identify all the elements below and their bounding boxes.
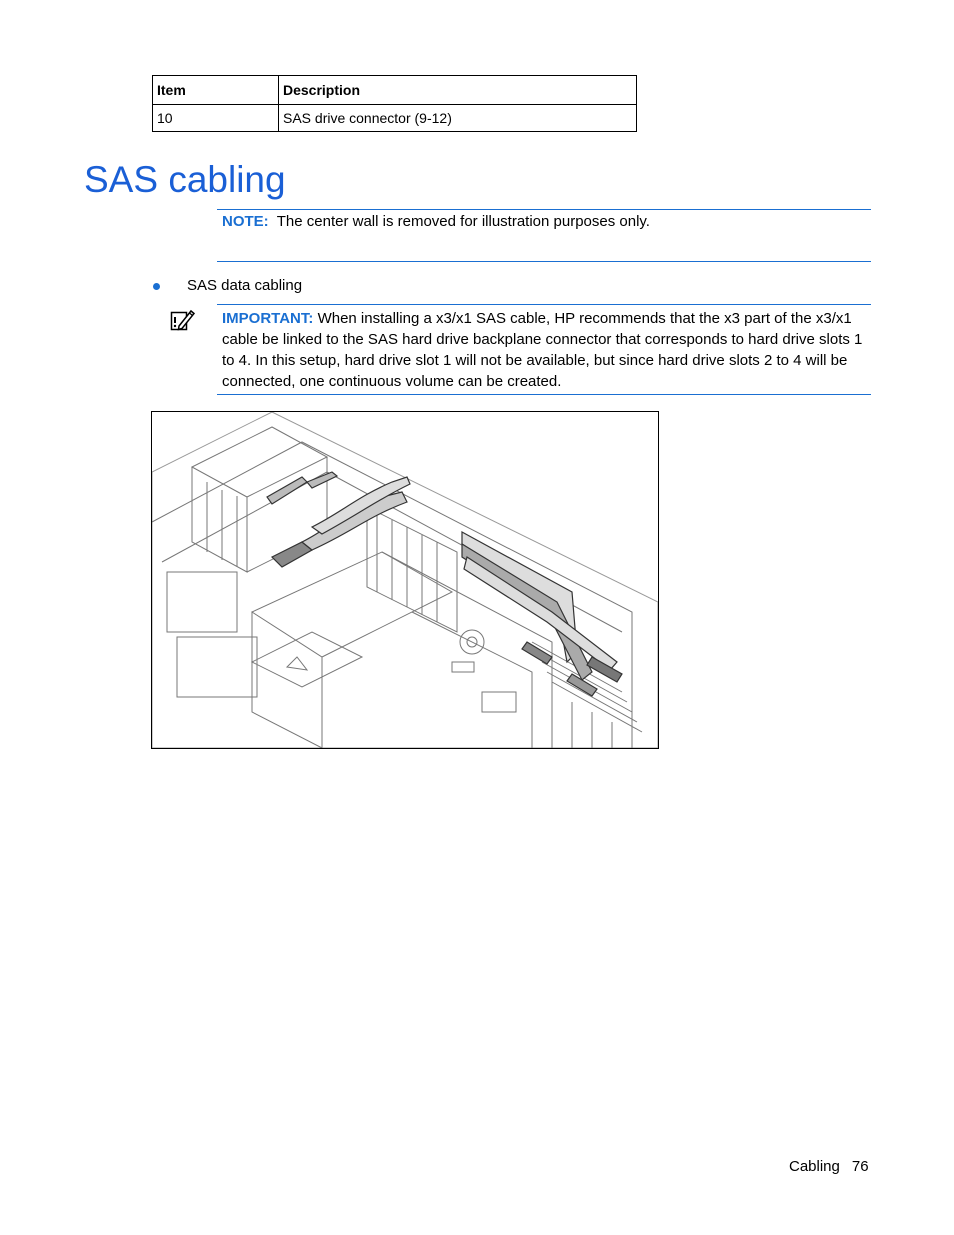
- sas-cabling-illustration: [151, 411, 659, 749]
- footer-section: Cabling: [789, 1158, 840, 1175]
- important-text: When installing a x3/x1 SAS cable, HP recommends that the x3 part of the x3/x1 cable be linked to the SAS hard drive backplane connector that corresponds to hard drive slots 1 to 4. In this setup, hard drive slot 1 will not be available, but since hard drive slots 2 to 4 will be connected, one continuous volume can be created.: [222, 310, 863, 390]
- table-cell-item: 10: [153, 105, 279, 132]
- server-chassis-drawing: [152, 412, 658, 748]
- footer-page-number: 76: [851, 1158, 869, 1175]
- important-pencil-icon: [170, 308, 196, 332]
- section-title: SAS cabling: [84, 159, 286, 200]
- table-header-row: [153, 76, 637, 105]
- table-header-description: Description: [279, 76, 637, 105]
- note-block: [222, 213, 650, 230]
- item-description-table: [152, 75, 637, 132]
- note-top-rule: [217, 209, 871, 210]
- note-bottom-rule: [217, 261, 871, 262]
- bullet-icon: [153, 283, 160, 290]
- important-block: [222, 308, 872, 392]
- table-row: [153, 105, 637, 132]
- page-footer: [789, 1158, 869, 1175]
- note-text: The center wall is removed for illustration purposes only.: [276, 213, 650, 230]
- important-label: IMPORTANT:: [222, 310, 314, 327]
- bullet-text: SAS data cabling: [187, 277, 303, 294]
- note-label: NOTE:: [222, 213, 269, 230]
- table-cell-description: SAS drive connector (9-12): [279, 105, 637, 132]
- table-header-item: Item: [153, 76, 279, 105]
- important-top-rule: [217, 304, 871, 305]
- important-bottom-rule: [217, 394, 871, 395]
